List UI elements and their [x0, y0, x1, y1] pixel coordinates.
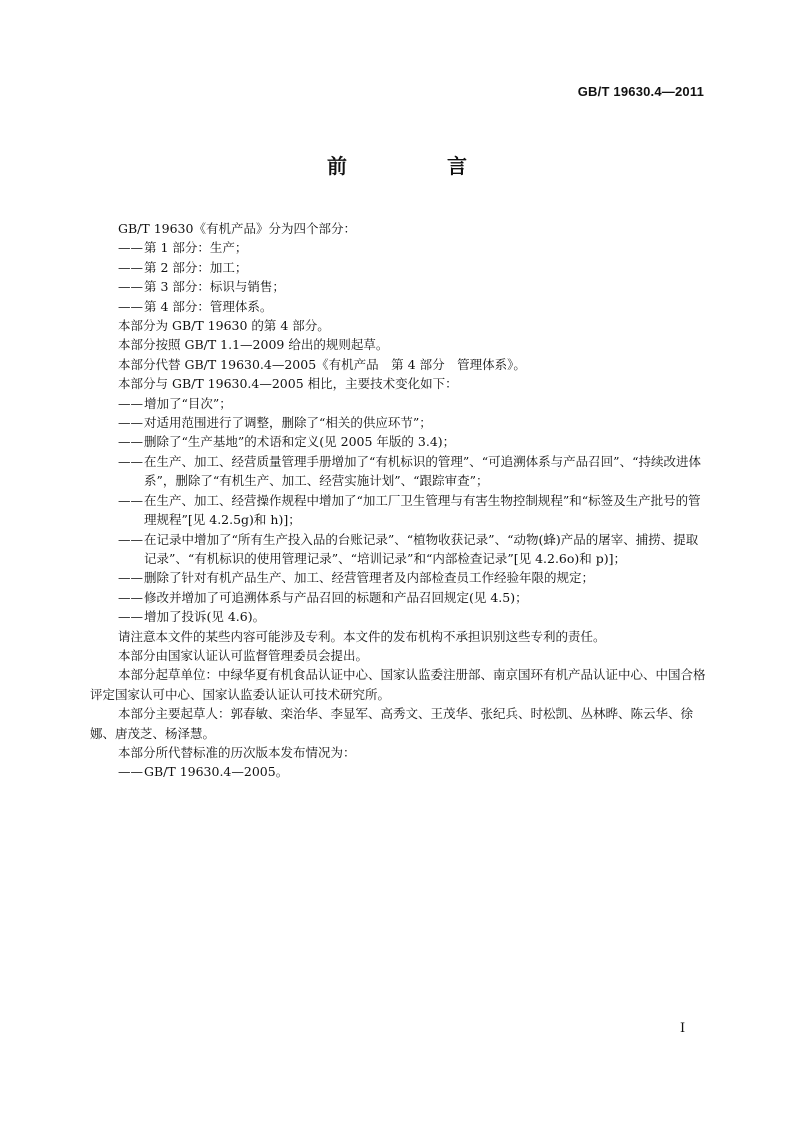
list-item-text: 增加了投诉(见 4.6)。	[144, 609, 266, 625]
list-item-text: 在生产、加工、经营操作规程中增加了“加工厂卫生管理与有害生物控制规程”和“标签及生产批号的管理规程”[见 4.2.5g)和 h)]；	[144, 492, 701, 528]
list-item	[90, 277, 710, 296]
list-item-text: 第 4 部分：管理体系。	[144, 298, 273, 314]
paragraph-drafting-rules: 本部分按照 GB/T 1.1—2009 给出的规则起草。	[118, 337, 389, 353]
dash-marker: ——	[118, 395, 143, 411]
list-item-text: 删除了“生产基地”的术语和定义(见 2005 年版的 3.4)；	[144, 434, 456, 450]
list-item	[90, 432, 710, 451]
list-item-text: 在记录中增加了“所有生产投入品的台账记录”、“植物收获记录”、“动物(蜂)产品的屠宰、捕捞、提取记录”、“有机标识的使用管理记录”、“培训记录”和“内部检查记录”[见 4.2.6o)和 p)]；	[144, 531, 699, 566]
dash-marker: ——	[118, 298, 143, 314]
list-item-text: 修改并增加了可追溯体系与产品召回的标题和产品召回规定(见 4.5)；	[144, 589, 528, 605]
paragraph-drafters: 本部分主要起草人：郭春敏、栾治华、李显军、高秀文、王茂华、张纪兵、时松凯、丛林晔、陈云华、徐娜、唐茂芝、杨泽慧。	[90, 706, 694, 741]
dash-marker: ——	[118, 259, 143, 275]
dash-marker: ——	[118, 279, 143, 295]
paragraph-this-part: 本部分为 GB/T 19630 的第 4 部分。	[118, 318, 330, 334]
list-item	[90, 588, 710, 607]
list-item	[90, 297, 710, 316]
standard-number: GB/T 19630.4—2011	[577, 84, 704, 99]
paragraph-intro: GB/T 19630《有机产品》分为四个部分：	[118, 221, 356, 236]
list-item	[90, 762, 710, 781]
dash-marker: ——	[118, 240, 143, 256]
dash-marker: ——	[118, 434, 143, 450]
paragraph-replaces: 本部分代替 GB/T 19630.4—2005《有机产品 第 4 部分 管理体系》。	[118, 356, 526, 372]
list-item	[90, 452, 710, 491]
foreword-body	[90, 219, 710, 782]
list-item	[90, 258, 710, 277]
list-item-text: 删除了针对有机产品生产、加工、经营管理者及内部检查员工作经验年限的规定；	[144, 570, 595, 586]
list-item	[90, 530, 710, 569]
page-title: 前 言	[327, 154, 507, 178]
list-item	[90, 413, 710, 432]
page-number: I	[680, 1021, 686, 1036]
paragraph-changes-intro: 本部分与 GB/T 19630.4—2005 相比，主要技术变化如下：	[118, 376, 458, 392]
list-item-text: 第 3 部分：标识与销售；	[144, 279, 285, 295]
paragraph-proposed-by: 本部分由国家认证认可监督管理委员会提出。	[118, 647, 369, 663]
dash-marker: ——	[118, 453, 143, 469]
list-item	[90, 394, 710, 413]
list-item-text: 第 1 部分：生产；	[144, 240, 248, 256]
list-item-text: GB/T 19630.4—2005。	[144, 764, 289, 780]
list-item	[90, 607, 710, 626]
list-item	[90, 491, 710, 530]
list-item	[90, 568, 710, 587]
list-item-text: 对适用范围进行了调整，删除了“相关的供应环节”；	[144, 415, 432, 431]
list-item-text: 在生产、加工、经营质量管理手册增加了“有机标识的管理”、“可追溯体系与产品召回”、“持续改进体系”，删除了“有机生产、加工、经营实施计划”、“跟踪审查”；	[144, 453, 701, 489]
paragraph-drafting-units: 本部分起草单位：中绿华夏有机食品认证中心、国家认监委注册部、南京国环有机产品认证中心、中国合格评定国家认可中心、国家认监委认证认可技术研究所。	[90, 667, 706, 702]
paragraph-history-intro: 本部分所代替标准的历次版本发布情况为：	[118, 744, 356, 760]
dash-marker: ——	[118, 415, 143, 431]
paragraph-patent-notice: 请注意本文件的某些内容可能涉及专利。本文件的发布机构不承担识别这些专利的责任。	[118, 628, 606, 644]
list-item-text: 第 2 部分：加工；	[144, 259, 248, 275]
dash-marker: ——	[118, 764, 143, 780]
dash-marker: ——	[118, 492, 143, 508]
dash-marker: ——	[118, 570, 143, 586]
dash-marker: ——	[118, 589, 143, 605]
dash-marker: ——	[118, 609, 143, 625]
list-item	[90, 238, 710, 257]
dash-marker: ——	[118, 531, 143, 547]
list-item-text: 增加了“目次”；	[144, 395, 232, 411]
